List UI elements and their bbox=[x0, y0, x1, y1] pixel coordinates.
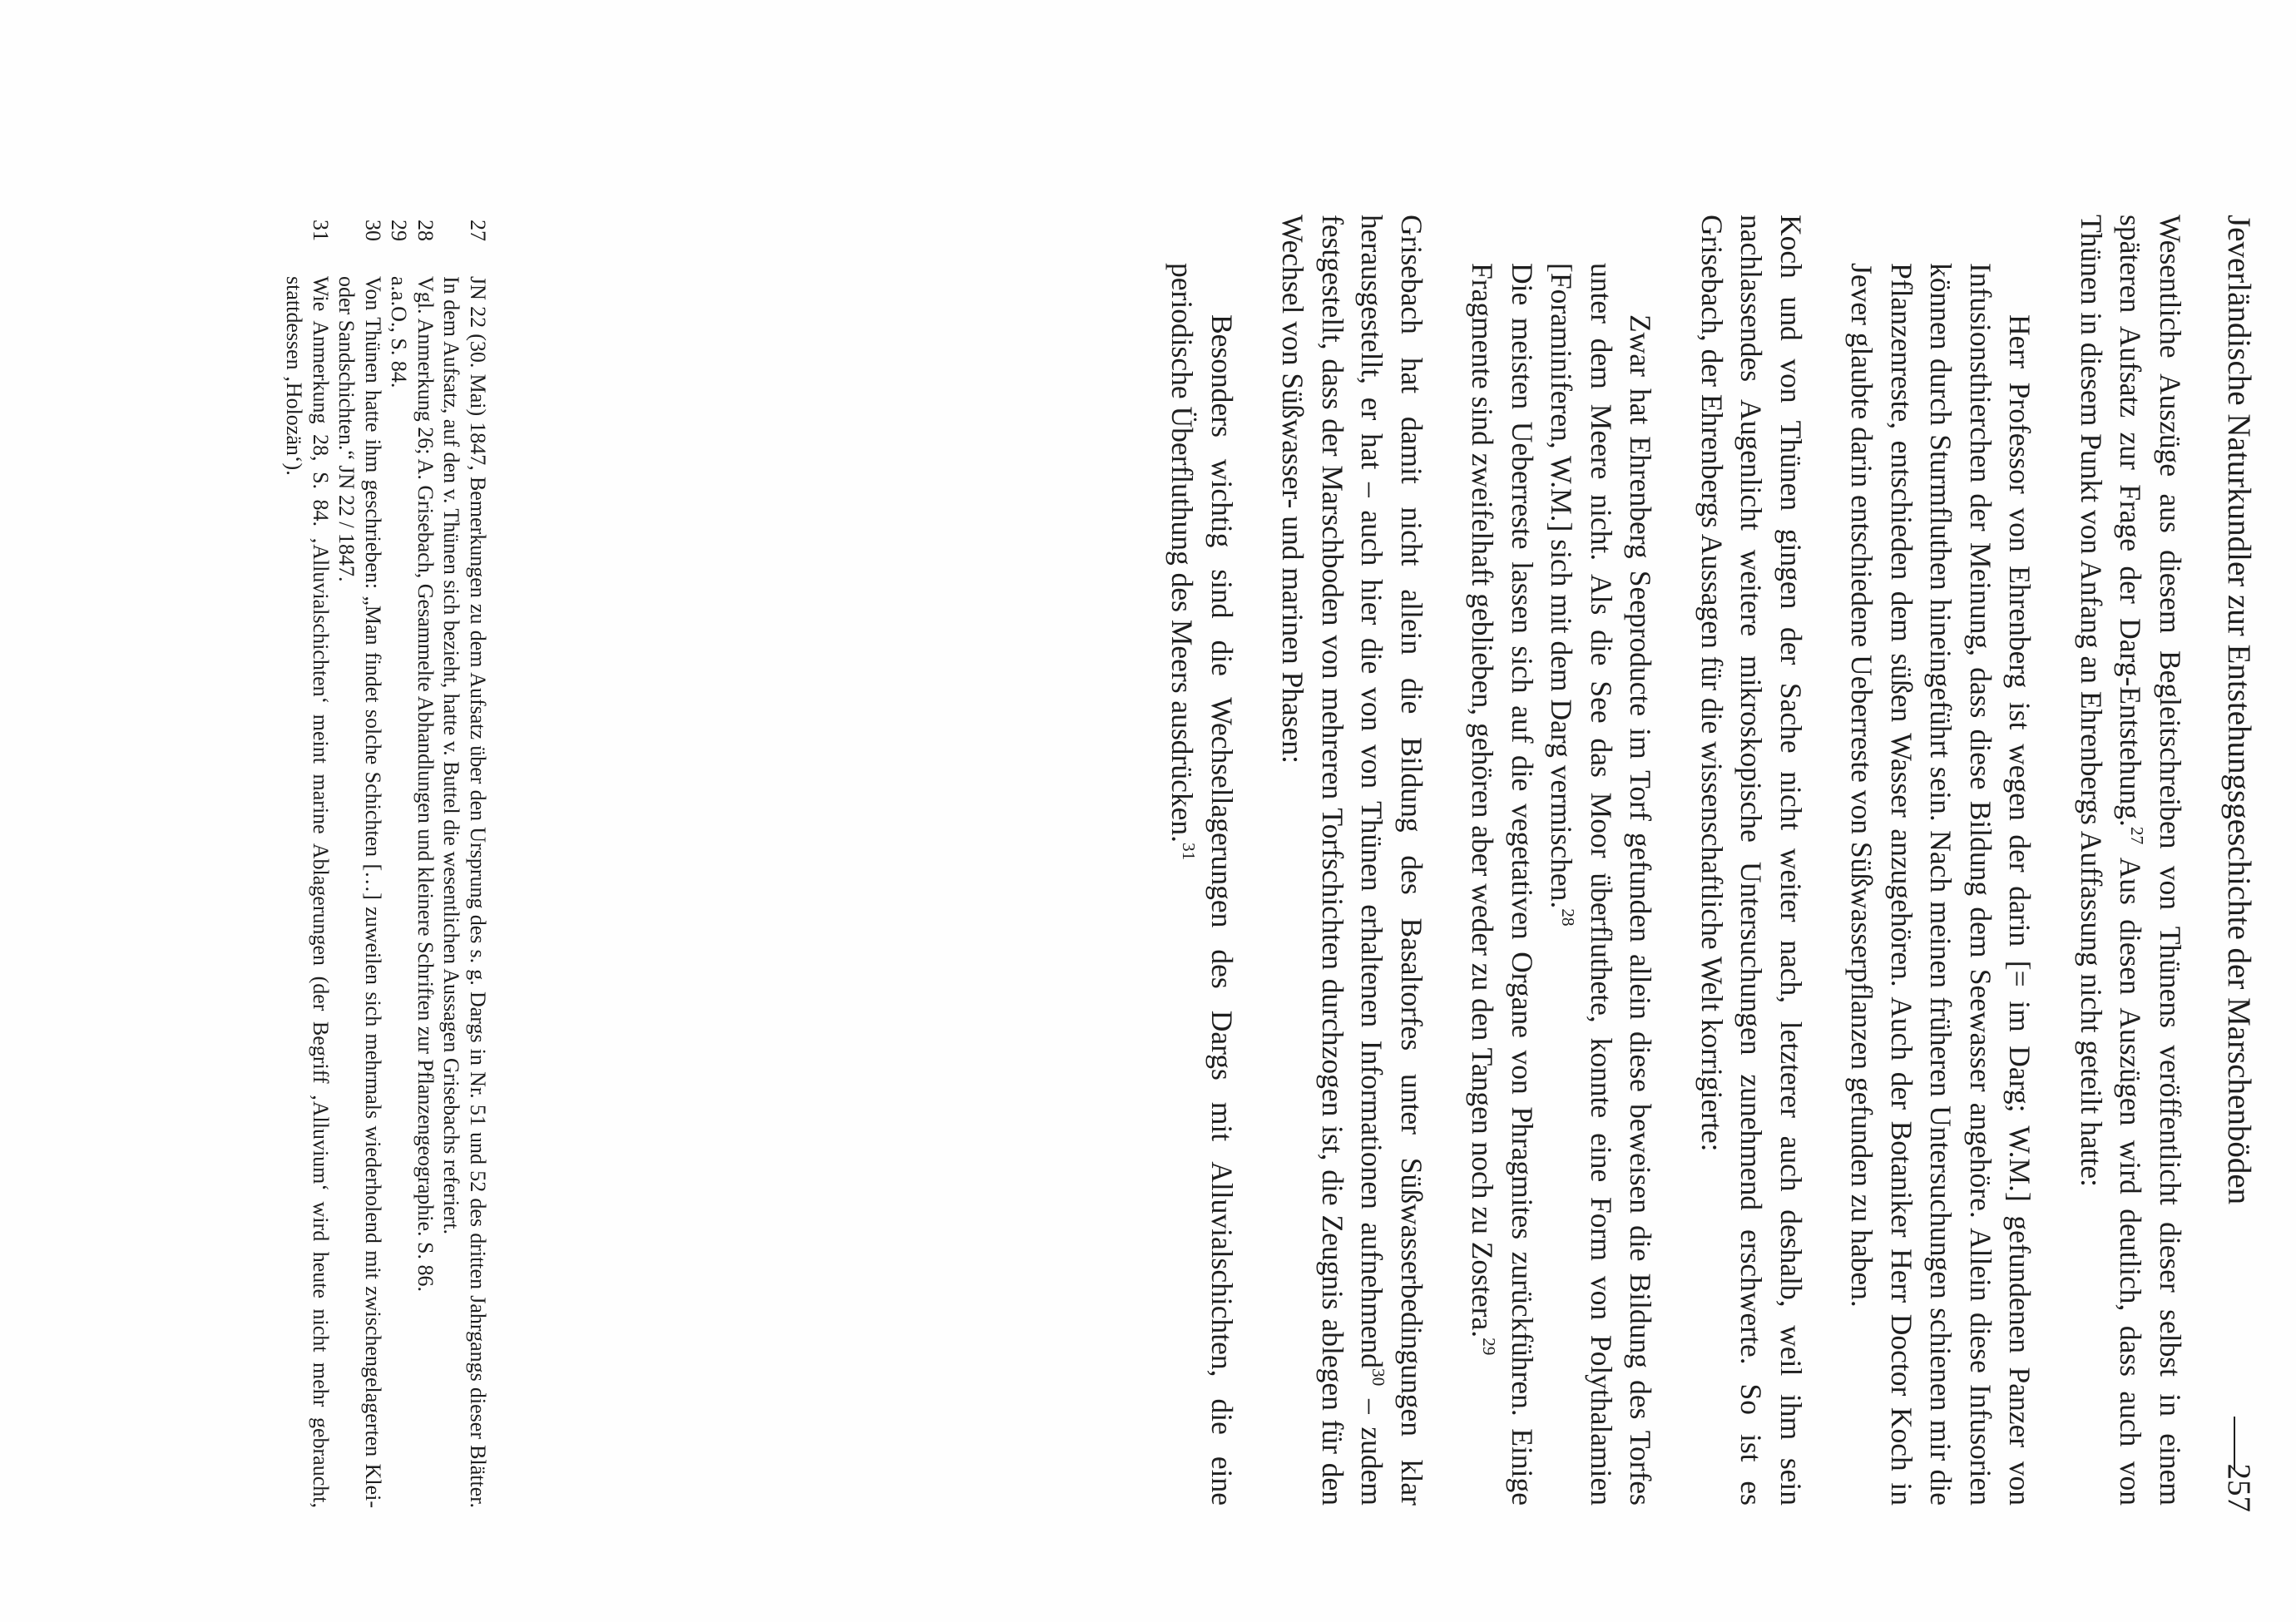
block-quote bbox=[1162, 263, 1241, 1506]
footnote-text: Vgl. Anmerkung 26; A. Grisebach, Gesammelte Abhandlungen und kleinere Schriften zur Pflanzengeographie. S. 86. bbox=[413, 276, 438, 1292]
block-quote: Herr Professor von Ehrenberg ist wegen der darin [= im Darg; W.M.] gefundenen Panzer von Infusionsthierchen der Meinung, dass diese Bildung dem Seewasser angehöre. Allein diese Infusorien können durch Sturmfluthen hineingeführt sein. Nach meinen früheren Untersuchungen schienen mir die Pflanzenreste, entschieden dem süßen Wasser anzugehören. Auch der Botaniker Herr Doctor Koch in Jever glaubte darin entschiedene Ueberreste von Süßwasserpflanzen gefunden zu haben. bbox=[1845, 263, 2037, 1506]
block-quote bbox=[1541, 263, 1660, 1506]
footnote-number: 27 bbox=[466, 220, 490, 241]
footnote-ref: 29 bbox=[1479, 1338, 1500, 1356]
footnote bbox=[386, 215, 413, 1508]
header-rule bbox=[2234, 1417, 2235, 1470]
running-title: Jeverländische Naturkundler zur Entstehungsgeschichte der Marschenböden bbox=[2221, 215, 2257, 1205]
paragraph bbox=[2071, 215, 2190, 1506]
footnote-text: Wie Anmerkung 28, S. 84. ‚Alluvialschichten‘ meint marine Ablagerungen (der Begriff ‚Alluvium‘ wird heute nicht mehr gebraucht, stattdessen ‚Holozän‘). bbox=[282, 276, 333, 1508]
footnote bbox=[438, 215, 491, 1508]
paragraph-text: Grisebach hat damit nicht allein die Bildung des Basaltorfes unter Süßwasserbedingungen klar herausgestellt, er hat – auch hier die von von Thünen erhaltenen Informationen aufnehmend bbox=[1355, 215, 1428, 1506]
footnote-ref: 27 bbox=[2127, 826, 2148, 845]
footnote-text: JN 22 (30. Mai) 1847, Bemerkungen zu dem Aufsatz über den Ursprung des s. g. Dargs in Nr. 51 und 52 des dritten Jahrgangs dieser Blätter. In dem Aufsatz, auf den v. Thünen sich bezieht, hatte v. Buttel die wesentlichen Aussagen Grisebachs referiert. bbox=[439, 276, 490, 1508]
quote-text: Besonders wichtig sind die Wechsellagerungen des Dargs mit Alluvialschichten, die eine periodische Überfluthung des Meers ausdrücken. bbox=[1165, 263, 1239, 1506]
quote-text: Zwar hat Ehrenberg Seeproducte im Torf gefunden allein diese beweisen die Bildung des Torfes unter dem Meere nicht. Als die See das Moor überfluthete, konnte eine Form von Polythalamien [Foraminiferen, W.M.] sich mit dem Darg vermischen. bbox=[1545, 263, 1658, 1506]
footnote bbox=[334, 215, 386, 1508]
footnotes bbox=[281, 215, 491, 1508]
page-number: 257 bbox=[2221, 1463, 2257, 1512]
footnote bbox=[281, 215, 334, 1508]
footnote-ref: 30 bbox=[1368, 1367, 1389, 1387]
footnote-text: a.a.O., S. 84. bbox=[387, 276, 412, 388]
footnote-ref: 28 bbox=[1558, 908, 1579, 927]
paragraph bbox=[1273, 215, 1431, 1506]
footnote-text: Von Thünen hatte ihm geschrieben: „Man findet solche Schichten […] zuweilen sich mehrmals wiederholend mit zwischengelagerten Klei- oder Sandschichten.“ JN 22 / 1847. bbox=[334, 276, 385, 1508]
quote-text: Die meisten Ueberreste lassen sich auf die vegetativen Organe von Phragmites zurückführen. Einige Fragmente sind zweifelhaft geblieben, gehören aber weder zu den Tangen noch zu Zostera. bbox=[1466, 263, 1539, 1506]
footnote-ref: 31 bbox=[1179, 842, 1200, 861]
footnote-number: 28 bbox=[413, 220, 438, 241]
paragraph-text: Wesentliche Auszüge aus diesem Begleitschreiben von Thünens veröffentlicht dieser selbst in einem späteren Aufsatz zur Frage der Darg-Entstehung. bbox=[2114, 215, 2187, 1506]
footnote-number: 31 bbox=[309, 220, 333, 241]
running-header bbox=[2208, 215, 2258, 1512]
footnote bbox=[413, 215, 439, 1508]
paragraph-text: – zudem festgestellt, dass der Marschboden von mehreren Torfschichten durchzogen ist, die Zeugnis ablegen für den Wechsel von Süßwasser- und marinen Phasen: bbox=[1276, 215, 1389, 1506]
paragraph-text: Aus diesen Auszügen wird deutlich, dass auch von Thünen in diesem Punkt von Anfang an Ehrenbergs Auffassung nicht geteilt hatte: bbox=[2075, 215, 2148, 1506]
main-text bbox=[1162, 215, 2190, 1506]
block-quote bbox=[1462, 263, 1541, 1506]
footnote-number: 30 bbox=[361, 220, 385, 241]
paragraph: Koch und von Thünen gingen der Sache nicht weiter nach, letzterer auch deshalb, weil ihm sein nachlassendes Augenlicht weitere mikroskopische Untersuchungen zunehmend erschwerte. So ist es Grisebach, der Ehrenbergs Aussagen für die wissenschaftliche Welt korrigierte: bbox=[1695, 215, 1808, 1506]
footnote-number: 29 bbox=[387, 220, 412, 241]
